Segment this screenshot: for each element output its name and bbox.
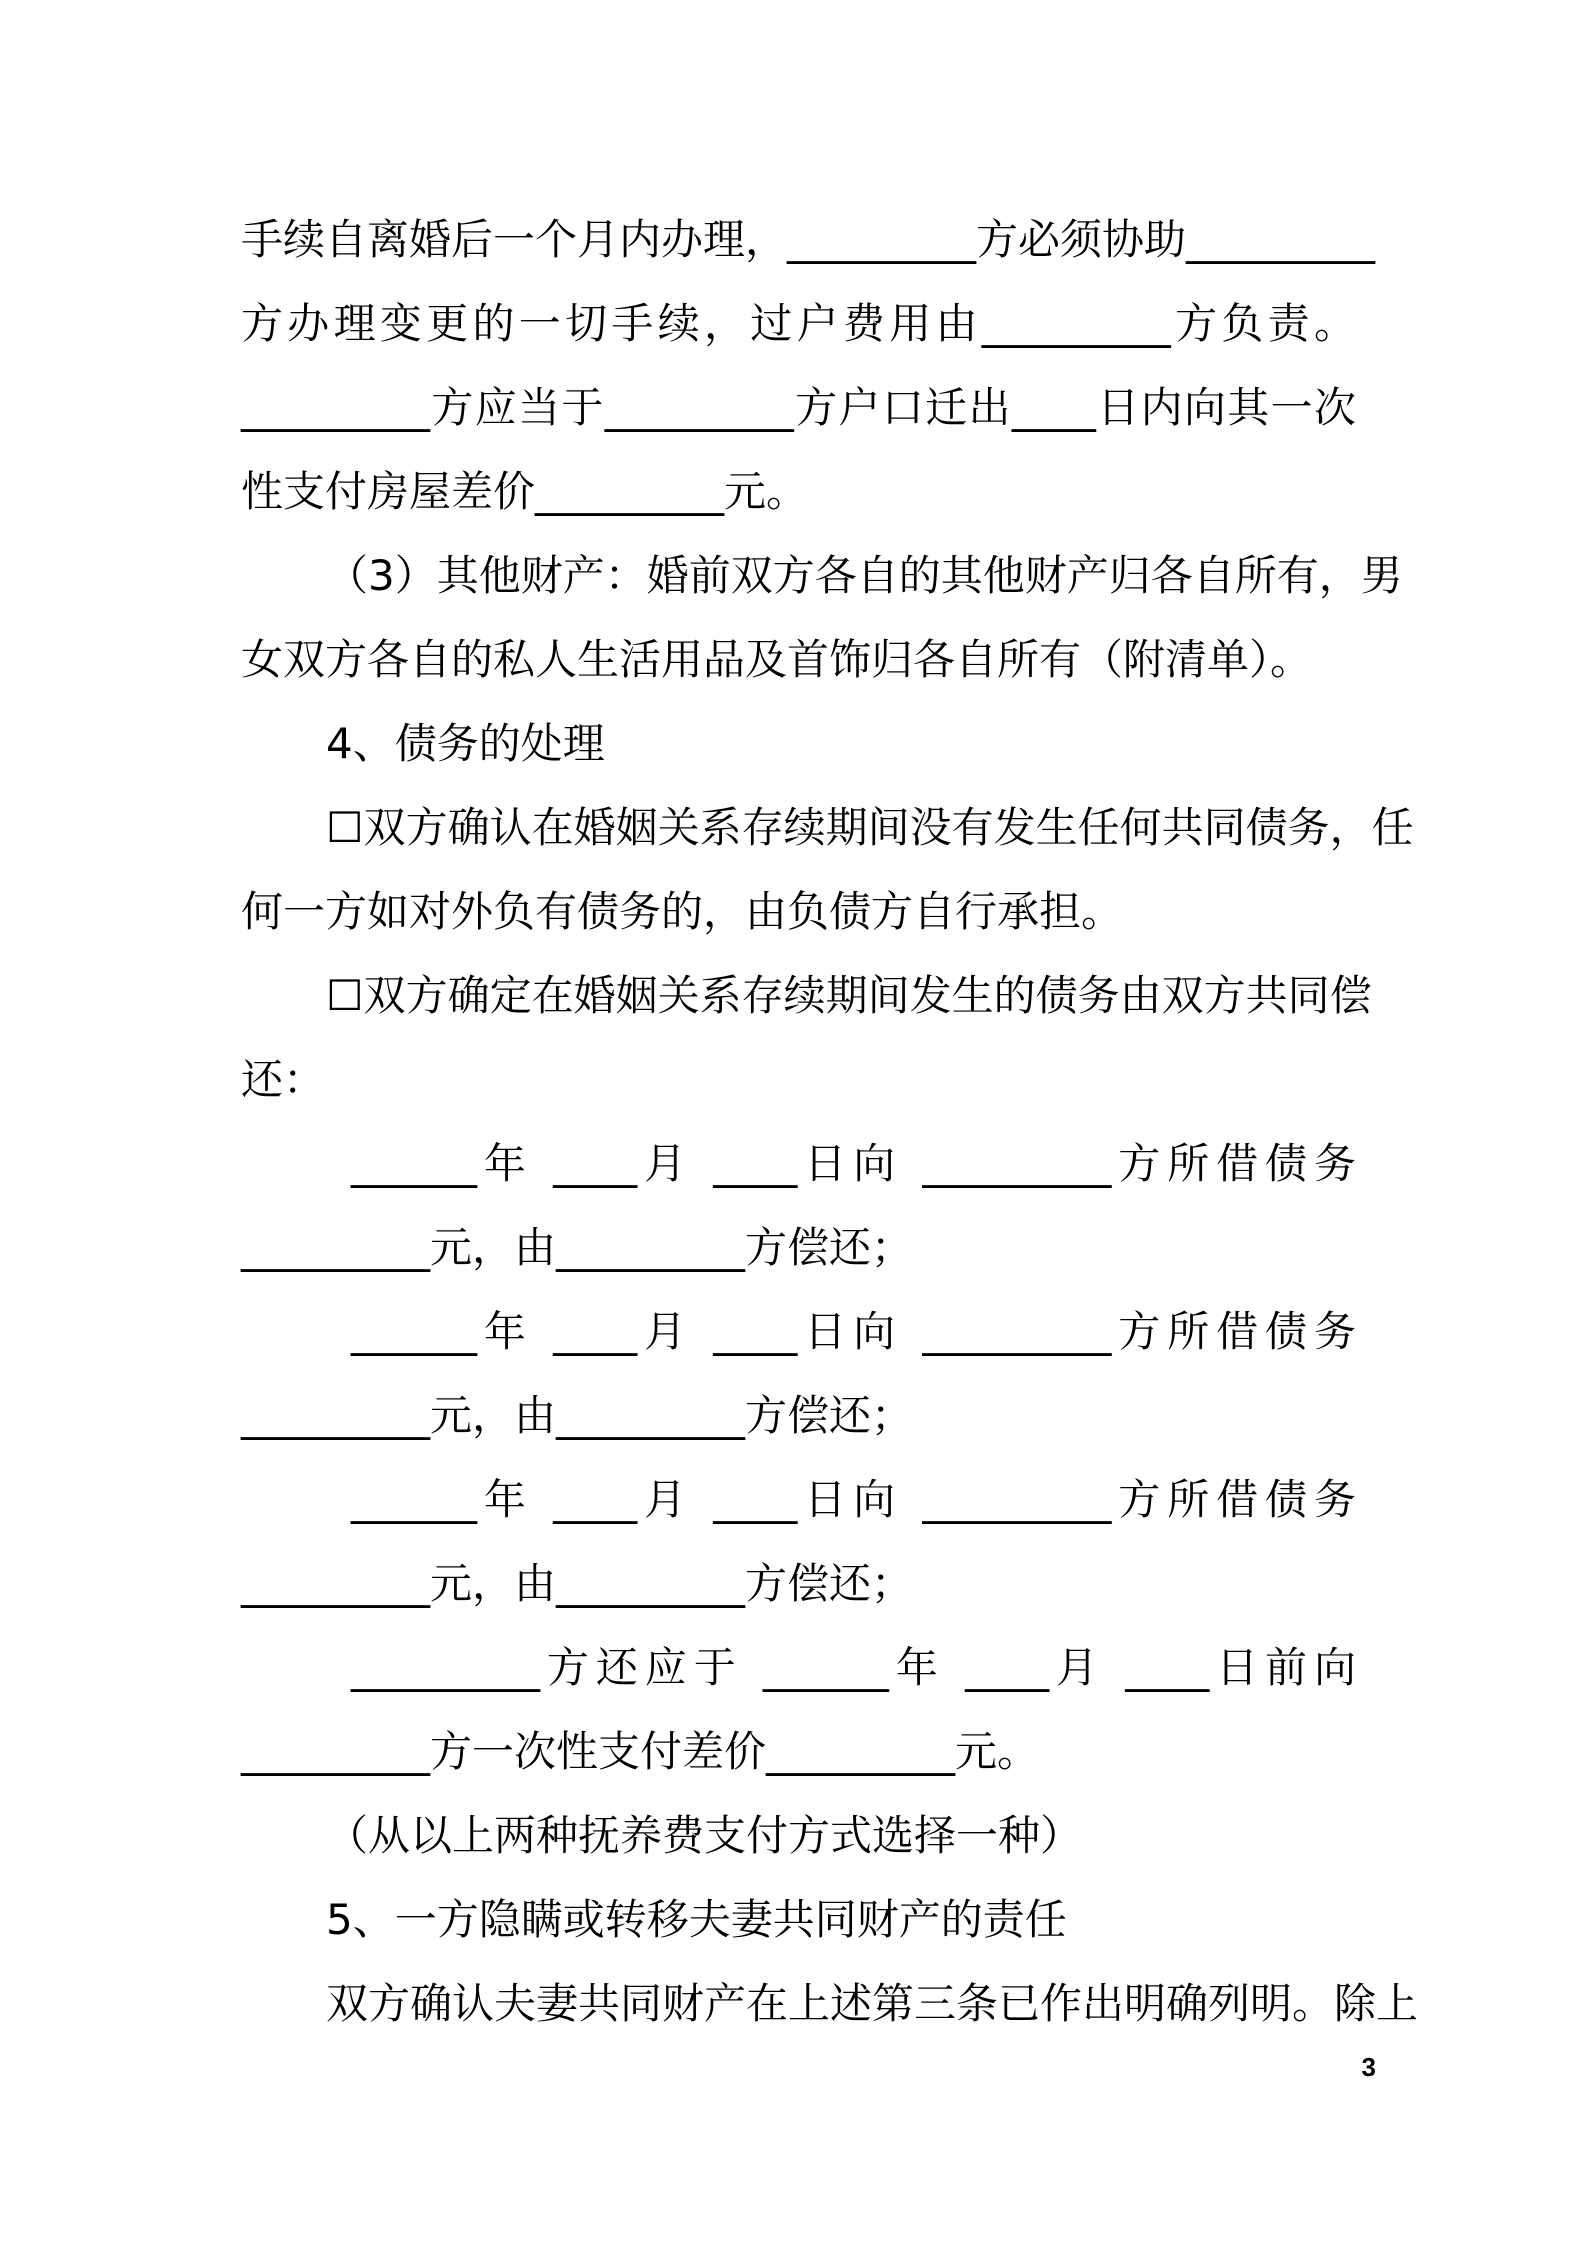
checkbox-option-line: ☐双方确认在婚姻关系存续期间没有发生任何共同债务，任 [326, 803, 1414, 852]
checkbox-option-line: ☐双方确定在婚姻关系存续期间发生的债务由双方共同偿 [326, 971, 1372, 1020]
text-line: 双方确认夫妻共同财产在上述第三条已作出明确列明。除上 [326, 1979, 1419, 2028]
text-line: （3）其他财产：婚前双方各自的其他财产归各自所有，男 [326, 551, 1403, 600]
text-line: 何一方如对外负有债务的，由负债方自行承担。 [241, 887, 1124, 936]
text-line: _________元，由_________方偿还； [241, 1559, 914, 1608]
debt-entry-line: ______年 ____月 ____日向 _________方所借债务 [351, 1475, 1356, 1524]
debt-entry-line: ______年 ____月 ____日向 _________方所借债务 [351, 1139, 1356, 1188]
text-line: 女双方各自的私人生活用品及首饰归各自所有（附清单）。 [241, 635, 1313, 684]
text-line: 手续自离婚后一个月内办理，_________方必须协助_________ [241, 215, 1376, 264]
text-line: 还： [241, 1055, 326, 1104]
text-line: _________元，由_________方偿还； [241, 1391, 914, 1440]
page-number: 3 [1361, 2052, 1376, 2082]
text-line: _________方应当于_________方户口迁出____日内向其一次 [241, 383, 1356, 432]
text-line: 性支付房屋差价_________元。 [241, 467, 809, 516]
section-heading: 5、一方隐瞒或转移夫妻共同财产的责任 [326, 1895, 1067, 1944]
text-line: 方办理变更的一切手续，过户费用由_________方负责。 [241, 299, 1356, 348]
text-line: _________方一次性支付差价_________元。 [241, 1727, 1040, 1776]
section-heading: 4、债务的处理 [326, 719, 605, 768]
document-body [241, 198, 1419, 2046]
note-line: （从以上两种抚养费支付方式选择一种） [326, 1811, 1083, 1860]
debt-entry-line: ______年 ____月 ____日向 _________方所借债务 [351, 1307, 1356, 1356]
text-line: _________元，由_________方偿还； [241, 1223, 914, 1272]
payment-entry-line: _________方还应于 ______年 ____月 ____日前向 [351, 1643, 1356, 1692]
